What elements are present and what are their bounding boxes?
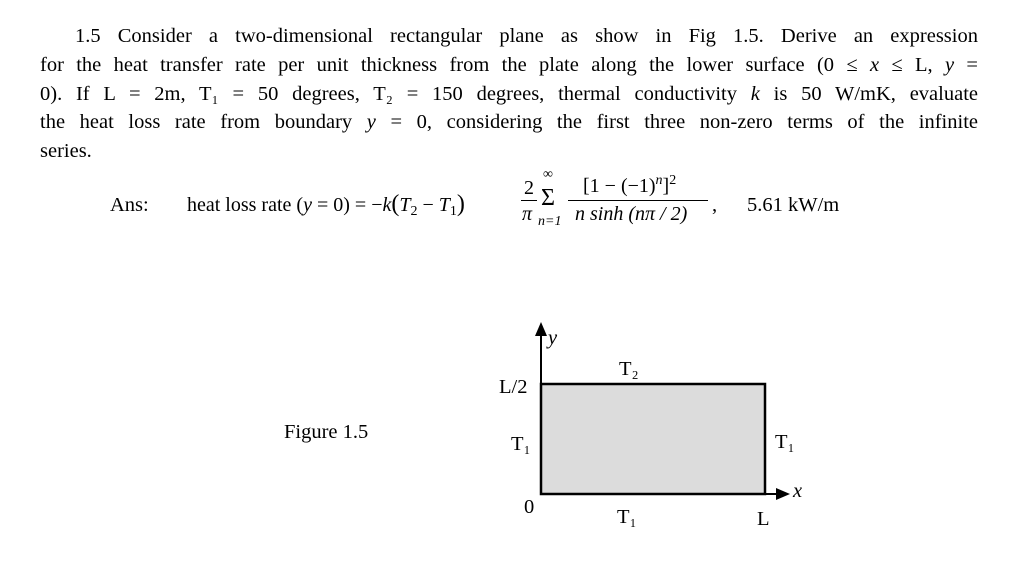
fraction-denominator: π — [522, 203, 533, 225]
problem-text-segment: ≤ L, — [879, 54, 945, 76]
series-denominator: n sinh (nπ / 2) — [575, 203, 688, 225]
fraction-numerator: 2 — [524, 177, 534, 199]
y-axis-label: y — [548, 327, 558, 349]
problem-text-segment: for the heat transfer rate per unit thickness from the plate along the lower surface (0 ≤ — [40, 54, 870, 76]
problem-text-segment: series. — [40, 140, 92, 162]
x-axis-arrow-icon — [776, 488, 790, 500]
y-tick-label: L/2 — [499, 376, 528, 398]
sum-symbol: Σ — [541, 185, 555, 211]
answer-formula-lhs: heat loss rate $(y = 0) = -k(T_2 - T_1)$ — [187, 191, 465, 219]
comma: , — [712, 194, 718, 216]
x-axis-label: x — [793, 480, 803, 502]
problem-text-segment: is 50 W/mK, evaluate — [759, 83, 978, 105]
answer-value: 5.61 kW/m — [747, 194, 840, 216]
sum-lower: n=1 — [538, 214, 562, 229]
right-boundary-label: T₁ — [775, 431, 795, 453]
series-numerator: $[1 - (-1)^n]^2$ — [583, 173, 677, 197]
origin-label: 0 — [524, 496, 535, 518]
left-boundary-label: T₁ — [511, 433, 531, 455]
problem-text-segment: the heat loss rate from boundary — [40, 111, 367, 133]
problem-text-segment: 1.5 Consider a two-dimensional rectangular plane as show in Fig 1.5. Derive an expression — [75, 25, 978, 47]
bottom-boundary-label: T₁ — [617, 506, 637, 528]
top-boundary-label: T₂ — [619, 358, 639, 380]
problem-text-segment: = 0, considering the first three non-zero terms of the infinite — [375, 111, 978, 133]
problem-text-segment: y — [366, 111, 376, 133]
sum-upper: ∞ — [543, 167, 553, 182]
figure-caption: Figure 1.5 — [284, 421, 369, 443]
problem-text-segment: = — [954, 54, 978, 76]
rectangular-plate — [541, 384, 765, 494]
problem-text-segment: y — [944, 54, 955, 76]
problem-text-segment: 0). If L = 2m, T₁ = 50 degrees, T₂ = 150 degrees, thermal conductivity — [40, 83, 751, 105]
problem-text-segment: x — [869, 54, 880, 76]
answer-label: Ans: — [110, 194, 149, 216]
y-axis-arrow-icon — [535, 322, 547, 336]
x-tick-label: L — [757, 508, 770, 530]
problem-text-segment: k — [750, 83, 760, 105]
